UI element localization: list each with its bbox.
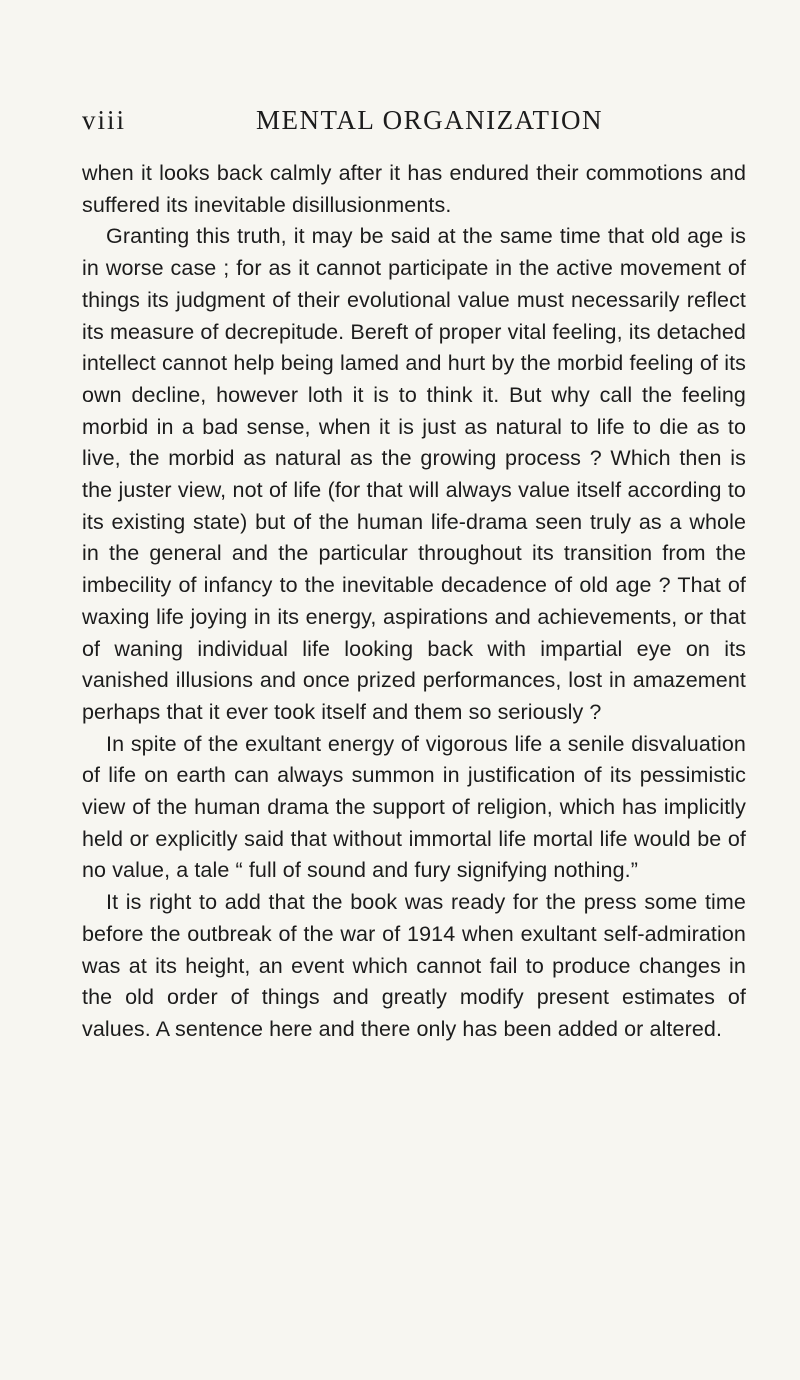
page-number: viii — [82, 105, 127, 135]
body-text — [82, 158, 746, 1046]
page-header — [82, 100, 740, 140]
running-head: MENTAL ORGANIZATION — [256, 105, 604, 135]
paragraph-continuation: when it looks back calmly after it has endured their commotions and suffered its inevitable disillusionments. — [82, 161, 746, 217]
paragraph: It is right to add that the book was ready for the press some time before the outbreak of the war of 1914 when exultant self-admiration was at its height, an event which cannot fail to produce changes in the old order of things and greatly modify present estimates of values. A sentence here and there only has been added or altered. — [82, 890, 746, 1041]
paragraph: Granting this truth, it may be said at the same time that old age is in worse case ; for as it cannot participate in the active movement of things its judgment of their evolutional value must necessarily reflect its measure of decrepitude. Bereft of proper vital feeling, its detached intellect cannot help being lamed and hurt by the morbid feeling of its own decline, however loth it is to think it. But why call the feeling morbid in a bad sense, when it is just as natural to life to die as to live, the morbid as natural as the growing process ? Which then is the juster view, not of life (for that will always value itself according to its existing state) but of the human life-drama seen truly as a whole in the general and the particular throughout its transition from the imbecility of infancy to the inevitable decadence of old age ? That of waxing life joying in its energy, aspirations and achievements, or that of waning individual life looking back with impartial eye on its vanished illusions and once prized performances, lost in amazement perhaps that it ever took itself and them so seriously ? — [82, 224, 746, 724]
paragraph: In spite of the exultant energy of vigorous life a senile disvaluation of life on earth can always summon in justification of its pessimistic view of the human drama the support of religion, which has implicitly held or explicitly said that without immortal life mortal life would be of no value, a tale “ full of sound and fury signifying nothing.” — [82, 731, 746, 883]
